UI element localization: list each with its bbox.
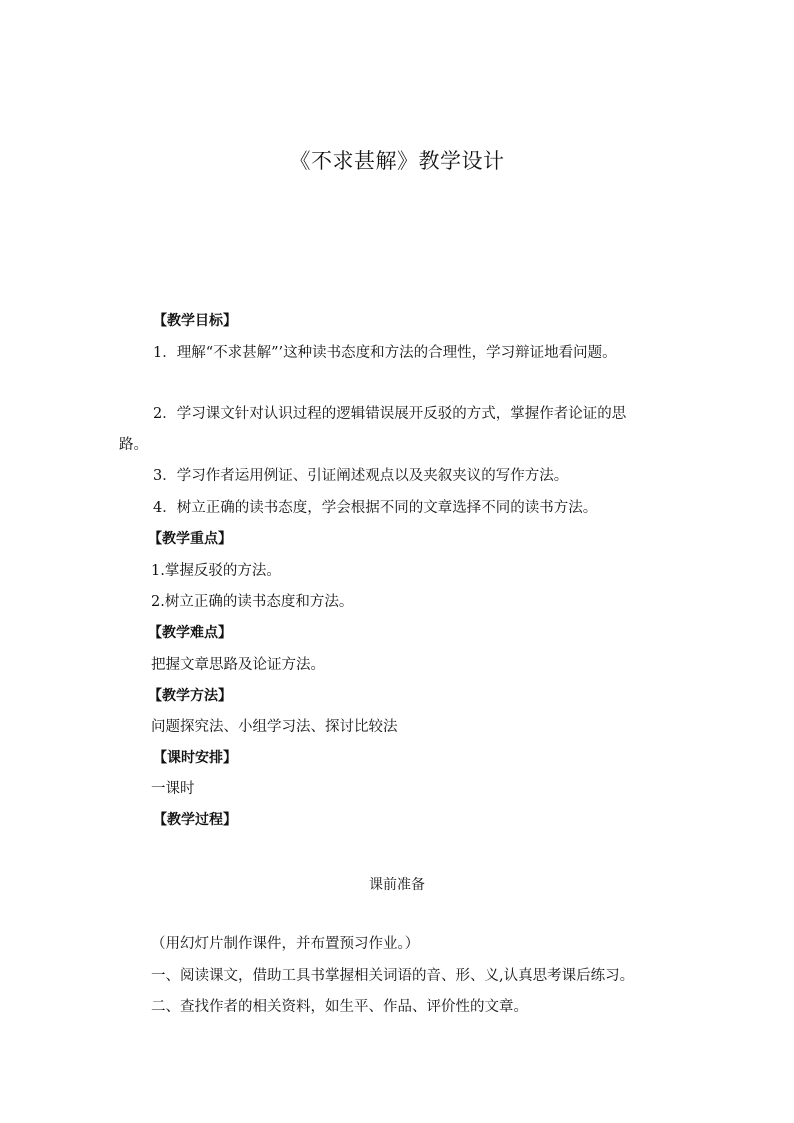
process-section-title: 课前准备 [369, 877, 425, 893]
objective-1: 1．理解“不求甚解”’这种读书态度和方法的合理性，学习辩证地看问题。 [153, 345, 617, 361]
methods-text: 问题探究法、小组学习法、探讨比较法 [151, 719, 398, 735]
methods-heading: 【教学方法】 [148, 688, 232, 704]
schedule-heading: 【课时安排】 [153, 750, 237, 766]
key-point-1: 1.掌握反驳的方法。 [151, 563, 281, 579]
process-item-3: 二、查找作者的相关资料，如生平、作品、评价性的文章。 [151, 999, 528, 1015]
process-heading: 【教学过程】 [153, 812, 237, 828]
difficulties-text: 把握文章思路及论证方法。 [151, 657, 325, 673]
objective-2-continued: 路。 [119, 437, 148, 453]
objectives-heading: 【教学目标】 [153, 313, 237, 329]
schedule-text: 一课时 [151, 781, 195, 797]
difficulties-heading: 【教学难点】 [148, 625, 232, 641]
objective-3: 3．学习作者运用例证、引证阐述观点以及夹叙夹议的写作方法。 [153, 468, 569, 484]
objective-2: 2．学习课文针对认识过程的逻辑错误展开反驳的方式，掌握作者论证的思 [153, 406, 627, 422]
process-item-1: （用幻灯片制作课件，并布置预习作业。） [151, 936, 420, 952]
document-title: 《不求甚解》教学设计 [289, 149, 505, 173]
key-point-2: 2.树立正确的读书态度和方法。 [151, 594, 354, 610]
key-points-heading: 【教学重点】 [148, 531, 232, 547]
objective-4: 4．树立正确的读书态度，学会根据不同的文章选择不同的读书方法。 [153, 500, 598, 516]
process-item-2: 一、阅读课文，借助工具书掌握相关词语的音、形、义,认真思考课后练习。 [151, 968, 635, 984]
